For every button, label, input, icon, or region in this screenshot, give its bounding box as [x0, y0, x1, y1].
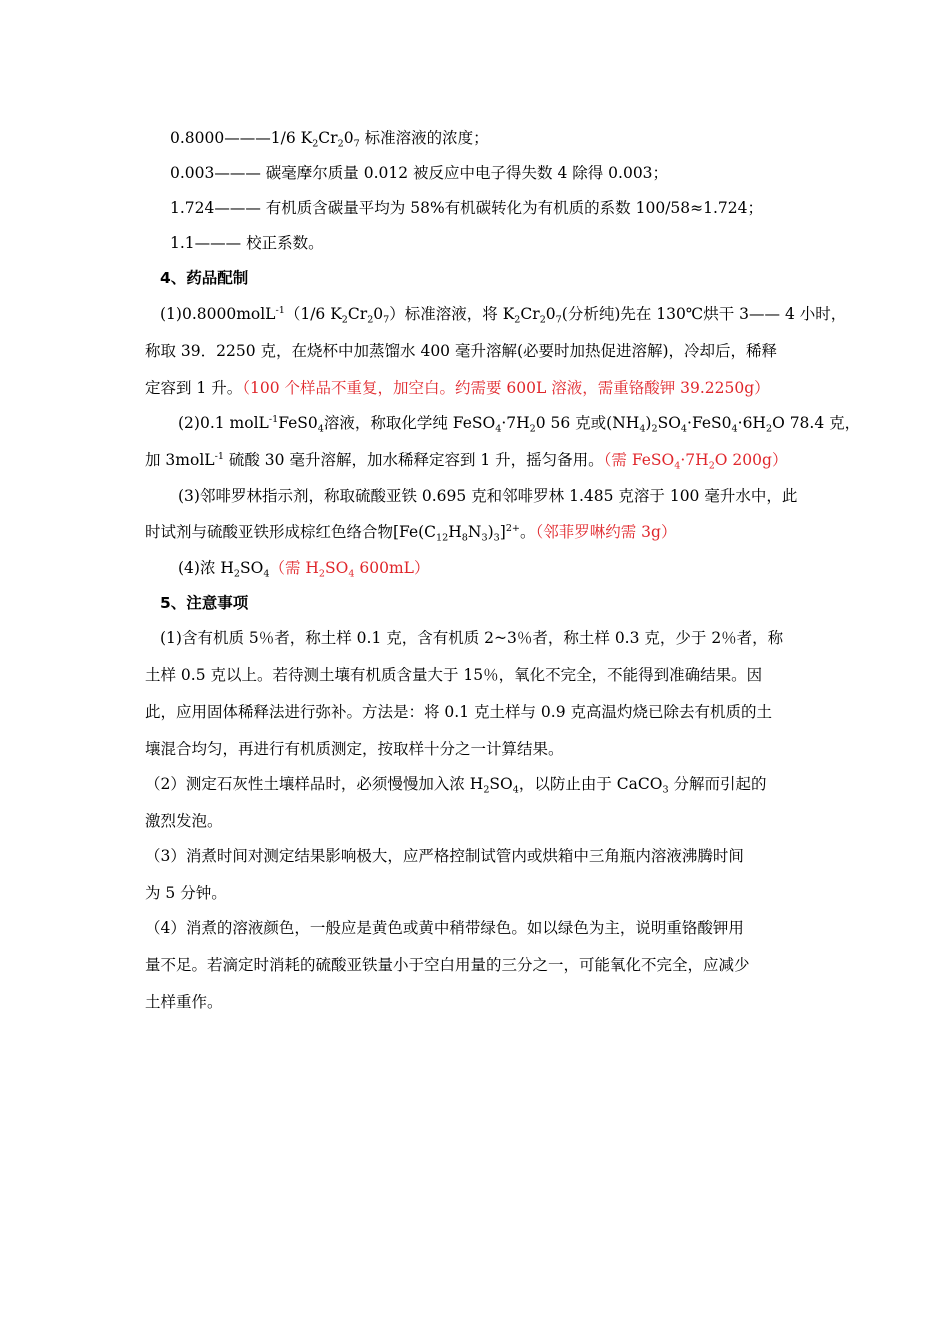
reagent-4-note: （需 $H_2SO_4$ 600mL） [269, 559, 430, 580]
note-1-line-4: 壤混合均匀，再进行有机质测定，按取样十分之一计算结果。 [145, 740, 564, 758]
note-1-line-3: 此，应用固体稀释法进行弥补。方法是：将 0.1 克土样与 0.9 克高温灼烧已除去有机质的土 [145, 703, 773, 721]
reagent-2-line-1: (2)0.1 $molL^{-1}FeS0_4$溶液，称取化学纯 $FeSO_4\cdot 7H_20$ 56 克或$(NH_4)_2SO_4\cdot FeS0_4\cdot 6H_2O$ 78.4 克， [178, 414, 861, 435]
note-3-line-1: （3）消煮时间对测定结果影响极大，应严格控制试管内或烘箱中三角瓶内溶液沸腾时间 [145, 847, 744, 865]
reagent-2-note: （需 $FeSO_4\cdot 7H_2O$ 200g） [603, 451, 788, 472]
reagent-1-note: （100 个样品不重复，加空白。约需要 600L 溶液，需重铬酸钾 39.2250g） [242, 379, 770, 397]
reagent-2-line-2: 加 3molL$^{-1}$ 硫酸 30 毫升溶解，加水稀释定容到 1 升，摇匀备用。（需 $FeSO_4\cdot 7H_2O$ 200g） [145, 451, 788, 472]
section-5-heading: 5、注意事项 [160, 594, 249, 612]
reagent-1-line-2: 称取 39．2250 克，在烧杯中加蒸馏水 400 毫升溶解(必要时加热促进溶解)，冷却后，稀释 [145, 342, 778, 360]
note-2-line-2: 激烈发泡。 [145, 812, 223, 830]
reagent-3-line-1: (3)邻啡罗林指示剂，称取硫酸亚铁 0.695 克和邻啡罗林 1.485 克溶于 100 毫升水中，此 [178, 487, 798, 505]
note-3-line-2: 为 5 分钟。 [145, 884, 227, 902]
note-2-line-1: （2）测定石灰性土壤样品时，必须慢慢加入浓 $H_2SO_4$，以防止由于 CaCO$_3$ 分解而引起的 [145, 775, 767, 796]
reagent-4-line: (4)浓 $H_2SO_4$（需 $H_2SO_4$ 600mL） [178, 559, 430, 580]
note-1-line-1: (1)含有机质 5％者，称土样 0.1 克，含有机质 2~3％者，称土样 0.3 克，少于 2％者，称 [160, 629, 784, 647]
reagent-3-line-2: 时试剂与硫酸亚铁形成棕红色络合物$[Fe(C_{12}H_8N_3)_3]^{2+}$。（邻菲罗啉约需 3g） [145, 523, 677, 544]
reagent-3-note: （邻菲罗啉约需 3g） [535, 523, 677, 541]
legend-line-2: 0.003——— 碳毫摩尔质量 0.012 被反应中电子得失数 4 除得 0.003； [170, 164, 669, 182]
section-4-heading: 4、药品配制 [160, 269, 249, 287]
note-4-line-1: （4）消煮的溶液颜色，一般应是黄色或黄中稍带绿色。如以绿色为主，说明重铬酸钾用 [145, 919, 744, 937]
note-4-line-2: 量不足。若滴定时消耗的硫酸亚铁量小于空白用量的三分之一，可能氧化不完全，应减少 [145, 956, 750, 974]
reagent-1-line-3: 定容到 1 升。（100 个样品不重复，加空白。约需要 600L 溶液，需重铬酸钾 39.2250g） [145, 379, 770, 397]
legend-line-3: 1.724——— 有机质含碳量平均为 58%有机碳转化为有机质的系数 100/58≈1.724； [170, 199, 763, 217]
reagent-1-line-1: (1)0.8000molL$^{-1}$（1/6 $K_2Cr_20_7$）标准溶液，将 $K_2Cr_20_7$(分析纯)先在 130℃烘干 3—— 4 小时， [160, 305, 847, 326]
note-1-line-2: 土样 0.5 克以上。若待测土壤有机质含量大于 15％，氧化不完全，不能得到准确结果。因 [145, 666, 763, 684]
note-4-line-3: 土样重作。 [145, 993, 223, 1011]
legend-line-1: 0.8000———1/6 $K_2Cr_20_7$ 标准溶液的浓度； [170, 129, 489, 150]
legend-line-4: 1.1——— 校正系数。 [170, 234, 324, 252]
